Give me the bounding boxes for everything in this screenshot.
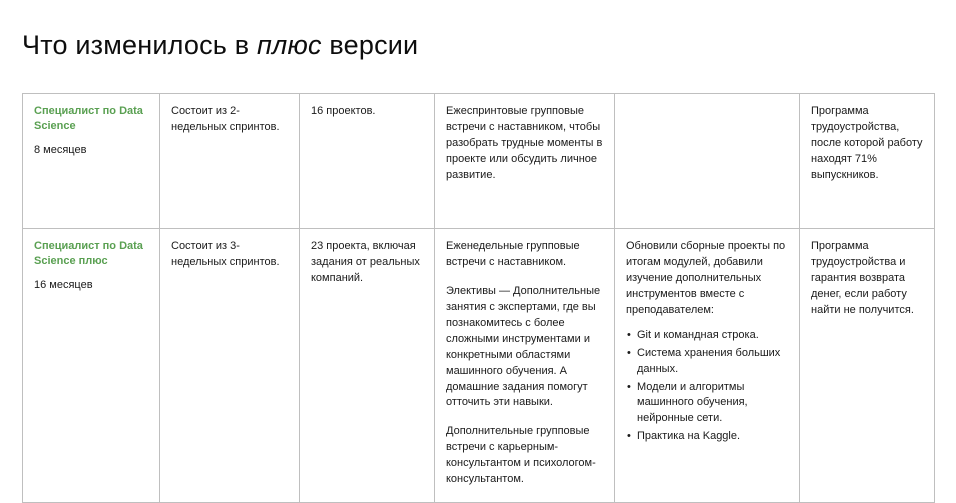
cell-meetings <box>435 229 615 503</box>
cell-extra <box>615 94 800 229</box>
list-item: • Модели и алгоритмы машинного обучения, нейронные сети. <box>626 380 788 428</box>
meetings-text-1: Еженедельные групповые встречи с наставником. <box>446 240 580 268</box>
cell-employment <box>800 229 935 503</box>
cell-sprints <box>160 229 300 503</box>
sprints-text: Состоит из 3-недельных спринтов. <box>171 240 280 268</box>
course-duration: 16 месяцев <box>34 278 93 291</box>
table-row <box>23 94 935 229</box>
cell-sprints <box>160 94 300 229</box>
cell-course <box>23 229 160 503</box>
list-item: • Практика на Kaggle. <box>626 429 788 445</box>
page-title-emphasis: плюс <box>257 30 322 61</box>
cell-extra <box>615 229 800 503</box>
list-item: • Система хранения больших данных. <box>626 346 788 378</box>
projects-text: 23 проекта, включая задания от реальных компаний. <box>311 240 420 284</box>
comparison-table <box>22 93 935 503</box>
employment-text: Программа трудоустройства и гарантия возврата денег, если работу найти не получится. <box>811 240 914 316</box>
cell-course <box>23 94 160 229</box>
list-item: • Git и командная строка. <box>626 328 788 344</box>
meetings-text-1: Ежеспринтовые групповые встречи с наставником, чтобы разобрать трудные моменты в проекте или обсудить личное развитие. <box>446 105 603 181</box>
projects-text: 16 проектов. <box>311 105 376 117</box>
course-duration: 8 месяцев <box>34 143 87 156</box>
course-name: Специалист по Data Science <box>34 105 143 132</box>
sprints-text: Состоит из 2-недельных спринтов. <box>171 105 280 133</box>
cell-meetings <box>435 94 615 229</box>
cell-projects <box>300 229 435 503</box>
cell-projects <box>300 94 435 229</box>
table-row <box>23 229 935 503</box>
extra-text: Обновили сборные проекты по итогам модулей, добавили изучение дополнительных инструментов вместе с преподавателем: <box>626 240 786 316</box>
meetings-text-3: Дополнительные групповые встречи с карьерным-консультантом и психологом-консультантом. <box>446 425 596 486</box>
page-title-part1: Что изменилось в <box>22 30 257 61</box>
course-name: Специалист по Data Science плюс <box>34 240 143 267</box>
meetings-text-2: Элективы — Дополнительные занятия с экспертами, где вы познакомитесь с более сложными инструментами и конкретными областями машинного обучения. А домашние задания помогут отточить эти навыки. <box>446 284 601 409</box>
page-title-part2: версии <box>321 30 419 61</box>
extra-bullet-list <box>626 328 788 446</box>
employment-text: Программа трудоустройства, после которой работу находят 71% выпускников. <box>811 105 923 181</box>
cell-employment <box>800 94 935 229</box>
page-title <box>22 30 418 61</box>
